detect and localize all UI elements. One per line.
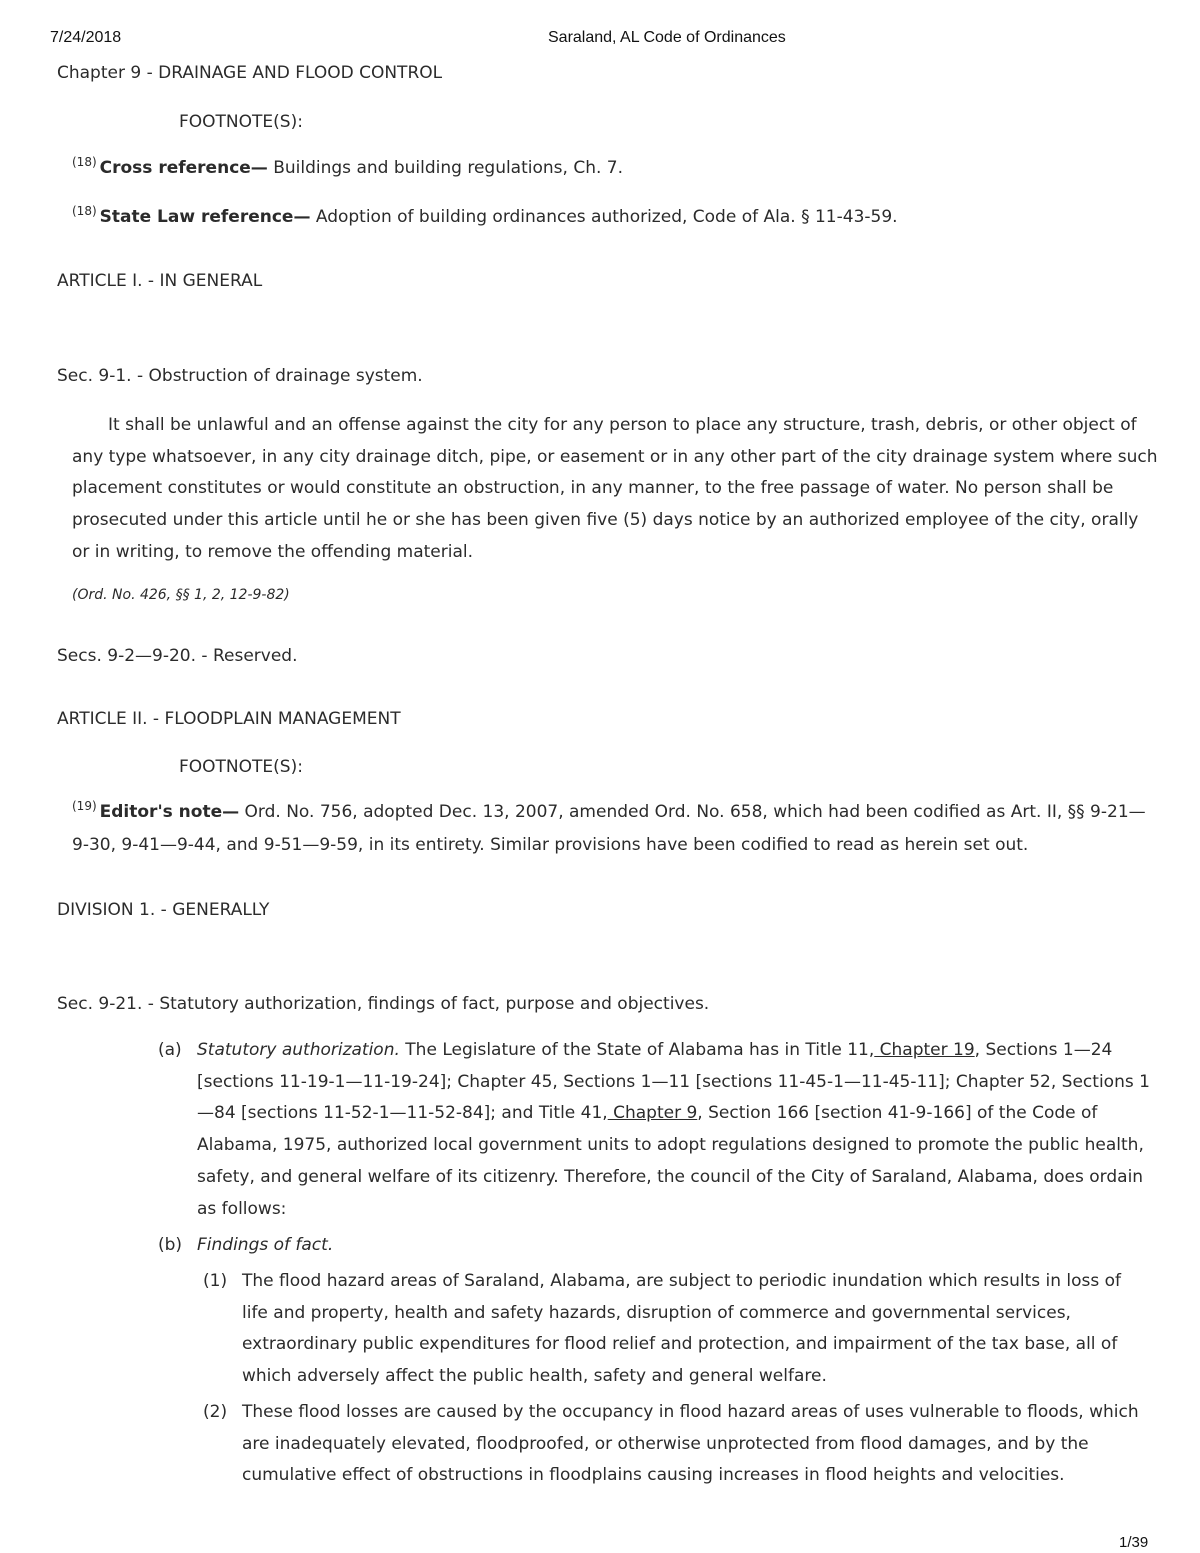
footnote-text: Ord. No. 756, adopted Dec. 13, 2007, amended Ord. No. 658, which had been codified as Art. II, §§ 9-21— (239, 802, 1146, 822)
body-line: Alabama, 1975, authorized local government units to adopt regulations designed to promote the public health, (197, 1135, 1144, 1156)
finding-item (242, 1266, 1121, 1393)
footnote-editors-note (72, 797, 1146, 861)
reserved-sections: Secs. 9-2—9-20. - Reserved. (57, 646, 298, 666)
subsection-label: (b) (158, 1235, 183, 1255)
print-date: 7/24/2018 (50, 29, 122, 46)
body-line: which adversely affect the public health, safety and general welfare. (242, 1366, 827, 1387)
footnote-text: 9-30, 9-41—9-44, and 9-51—9-59, in its entirety. Similar provisions have been codified to read as herein set out. (72, 834, 1029, 855)
body-line: prosecuted under this article until he or she has been given five (5) days notice by an authorized employee of the city, orally (72, 510, 1139, 531)
subsection-label: (a) (158, 1040, 182, 1060)
body-line: extraordinary public expenditures for flood relief and protection, and impairment of the tax base, all of (242, 1334, 1118, 1355)
subsection-heading: Statutory authorization. (197, 1040, 400, 1060)
body-line: are inadequately elevated, floodproofed, or otherwise unprotected from flood damages, and by the (242, 1433, 1089, 1454)
footnote-label: Editor's note— (99, 802, 240, 822)
chapter-19-link[interactable]: Chapter 19 (874, 1040, 975, 1060)
body-line: or in writing, to remove the offending material. (72, 541, 473, 562)
body-line: any type whatsoever, in any city drainage ditch, pipe, or easement or in any other part of the city drainage system where such (72, 446, 1158, 467)
body-line: safety, and general welfare of its citizenry. Therefore, the council of the City of Saraland, Alabama, does ordain (197, 1166, 1144, 1187)
footnote-number: (19) (72, 799, 97, 813)
section-title: Sec. 9-1. - Obstruction of drainage system. (57, 366, 423, 386)
chapter-9-link[interactable]: Chapter 9 (607, 1103, 698, 1124)
footnote-state-law (72, 204, 898, 228)
body-line: The flood hazard areas of Saraland, Alabama, are subject to periodic inundation which results in loss of (242, 1271, 1122, 1291)
footnote-number: (18) (72, 204, 97, 218)
footnote-heading: FOOTNOTE(S): (179, 757, 303, 777)
footnote-number: (18) (72, 155, 97, 169)
finding-item (242, 1397, 1139, 1492)
subsection-heading: Findings of fact. (197, 1235, 334, 1255)
item-label: (2) (203, 1402, 228, 1422)
body-line: [sections 11-19-1—11-19-24]; Chapter 45, Sections 1—11 [sections 11-45-1—11-45-11]; Chapter 52, Sections 1 (197, 1071, 1150, 1092)
article-heading: ARTICLE I. - IN GENERAL (57, 271, 263, 291)
ordinance-citation: (Ord. No. 426, §§ 1, 2, 12-9-82) (72, 587, 290, 603)
section-body (72, 410, 1158, 569)
division-heading: DIVISION 1. - GENERALLY (57, 900, 270, 920)
chapter-title: Chapter 9 - DRAINAGE AND FLOOD CONTROL (57, 63, 443, 83)
body-line: placement constitutes or would constitute an obstruction, in any manner, to the free passage of water. No person shall be (72, 478, 1114, 499)
item-label: (1) (203, 1271, 228, 1291)
footnote-cross-reference (72, 155, 624, 179)
footnote-text: Buildings and building regulations, Ch. 7. (267, 158, 624, 178)
footnote-label: State Law reference— (99, 207, 311, 227)
body-line: life and property, health and safety hazards, disruption of commerce and governmental services, (242, 1302, 1071, 1323)
body-line: cumulative effect of obstructions in floodplains causing increases in flood heights and velocities. (242, 1465, 1065, 1486)
subsection-a-body: Statutory authorization. The Legislature of the State of Alabama has in Title 11, Chapter 19, Sections 1—24 [sections 11-19-1—11-19-24]; Chapter 45, Sections 1—11 [sections 11-45-1—11-45-11]; Chapter 52, Sections 1 —84 [sections 11-52-1—11-52-84]; and Title 41, Chapter 9, Section 166 [section 41-9-166] of the Code of Alabama, 1975, authorized local government units to adopt regulations designed to promote the public health, safety, and general welfare of its citizenry. Therefore, the council of the City of Saraland, Alabama, does ordain as follows: (197, 1035, 1150, 1225)
body-line: as follows: (197, 1198, 287, 1219)
print-title: Saraland, AL Code of Ordinances (548, 29, 786, 46)
page-number: 1/39 (1119, 1534, 1149, 1551)
section-title: Sec. 9-21. - Statutory authorization, findings of fact, purpose and objectives. (57, 994, 710, 1014)
footnote-label: Cross reference— (99, 158, 268, 178)
article-heading: ARTICLE II. - FLOODPLAIN MANAGEMENT (57, 709, 401, 729)
body-line: It shall be unlawful and an offense against the city for any person to place any structure, trash, debris, or other object of (108, 415, 1137, 435)
footnote-text: Adoption of building ordinances authorized, Code of Ala. § 11-43-59. (310, 207, 898, 227)
body-line: These flood losses are caused by the occupancy in flood hazard areas of uses vulnerable to floods, which (242, 1402, 1139, 1422)
footnote-heading: FOOTNOTE(S): (179, 112, 303, 132)
